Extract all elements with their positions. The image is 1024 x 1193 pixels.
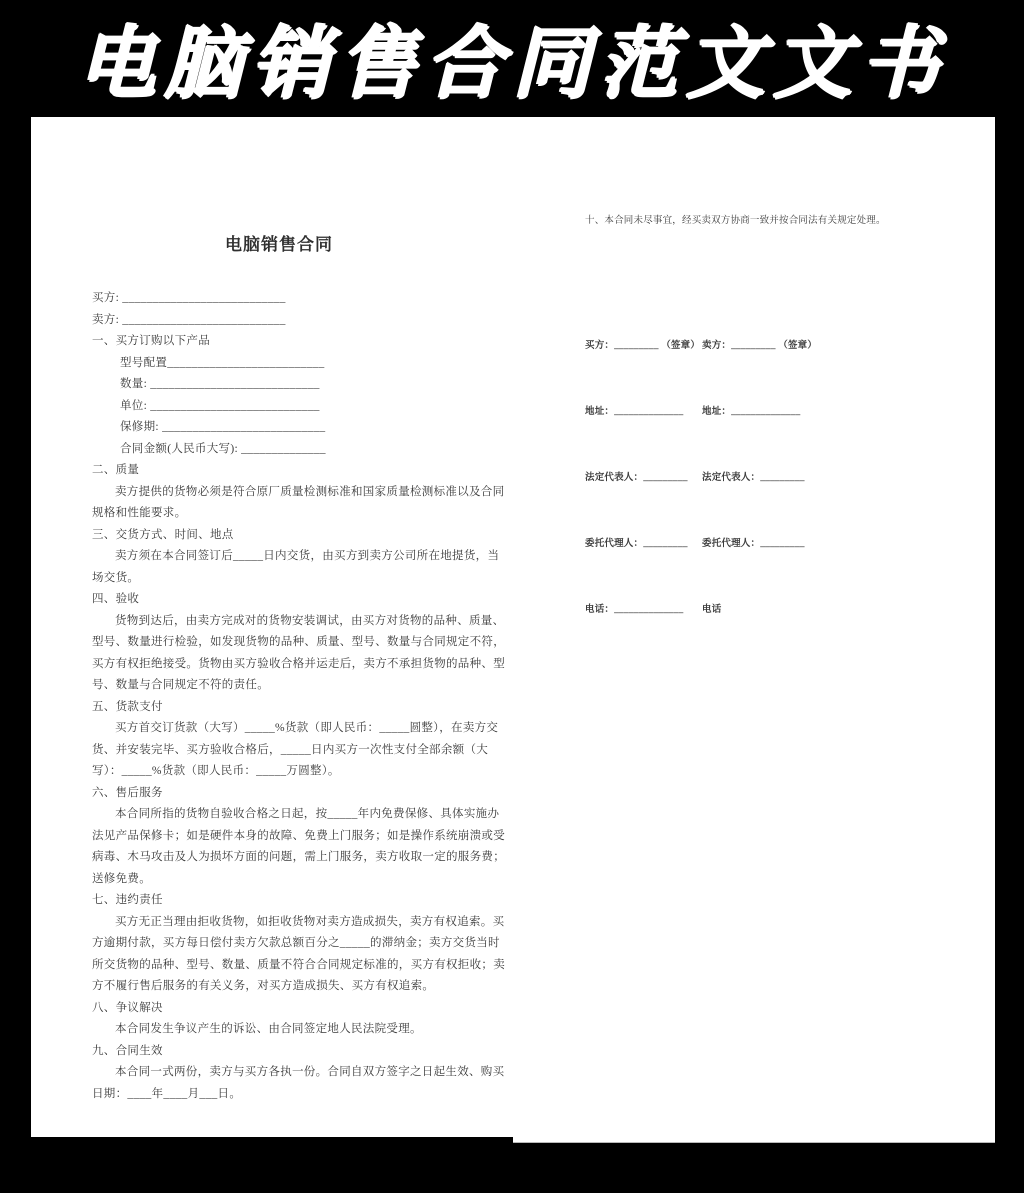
section-10-clause: 十、本合同未尽事宜，经买卖双方协商一致并按合同法有关规定处理。 <box>585 216 886 226</box>
seller-address-field: 地址：______________ <box>702 407 801 417</box>
section-4-paragraph: 货物到达后，由卖方完成对的货物安装调试，由买方对货物的品种、质量、型号、数量进行检验，如发现货物的品种、质量、型号、数量与合同规定不符，买方有权拒绝接受。货物由买方验收合格并运走后，卖方不承担货物的品种、型号、数量与合同规定不符的责任。 <box>92 614 505 691</box>
signature-row-seal <box>585 340 895 353</box>
field-quantity: 数量: ____________________________ <box>120 378 320 390</box>
contract-right-column <box>585 215 895 617</box>
field-buyer: 买方: ___________________________ <box>92 292 286 304</box>
section-5-paragraph: 买方首交订货款（大写）_____%货款（即人民币：_____圆整），在卖方交货、并安装完毕、买方验收合格后，_____日内买方一次性支付全部余额（大写）：_____%货款（即人民币：_____万圆整）。 <box>92 722 499 777</box>
contract-page <box>31 117 995 1137</box>
section-8-paragraph: 本合同发生争议产生的诉讼、由合同签定地人民法院受理。 <box>115 1023 422 1035</box>
section-1-heading: 一、买方订购以下产品 <box>92 335 210 347</box>
section-7-heading: 七、违约责任 <box>92 894 163 906</box>
field-unit: 单位: ____________________________ <box>120 399 320 412</box>
signature-row-legal-representative <box>585 472 895 485</box>
signature-row-phone <box>585 604 895 617</box>
section-3-paragraph: 卖方须在本合同签订后_____日内交货，由买方到卖方公司所在地提货，当场交货。 <box>92 550 500 584</box>
contract-title: 电脑销售合同 <box>225 235 333 254</box>
buyer-address-field: 地址：______________ <box>585 407 684 417</box>
field-contract-amount: 合同金额(人民币大写): ______________ <box>120 442 326 455</box>
section-7-paragraph: 买方无正当理由拒收货物，如拒收货物对卖方造成损失，卖方有权追索。买方逾期付款，买方每日偿付卖方欠款总额百分之_____的滞纳金；卖方交货当时所交货物的品种、型号、数量、质量不符合合同规定标准的，买方有权拒收；卖方不履行售后服务的有关义务，对买方造成损失、买方有权追索。 <box>92 915 505 992</box>
buyer-agent-field: 委托代理人：_________ <box>585 539 688 549</box>
buyer-legal-rep-field: 法定代表人：_________ <box>585 473 688 483</box>
seller-phone-field: 电话 <box>702 605 722 615</box>
banner-calligraphy-title: 电脑销售合同范文文书 <box>0 0 1024 117</box>
section-5-heading: 五、货款支付 <box>92 700 163 713</box>
signature-row-entrusted-agent <box>585 538 895 551</box>
contract-left-column <box>92 233 506 1105</box>
page-bottom-step <box>513 1137 995 1143</box>
section-6-heading: 六、售后服务 <box>92 786 163 799</box>
section-9-paragraph: 本合同一式两份，卖方与买方各执一份。合同自双方签字之日起生效、购买日期：____年____月___日。 <box>92 1066 505 1100</box>
section-4-heading: 四、验收 <box>92 593 140 605</box>
section-8-heading: 八、争议解决 <box>92 1001 163 1014</box>
seller-legal-rep-field: 法定代表人：_________ <box>702 473 805 483</box>
signature-row-address <box>585 406 895 419</box>
section-2-paragraph: 卖方提供的货物必须是符合原厂质量检测标准和国家质量检测标准以及合同规格和性能要求。 <box>92 485 505 519</box>
section-3-heading: 三、交货方式、时间、地点 <box>92 528 234 541</box>
seller-seal-field: 卖方：_________ （签章） <box>702 341 818 351</box>
field-warranty-period: 保修期: ___________________________ <box>120 421 326 433</box>
buyer-seal-field: 买方：_________ （签章） <box>585 341 701 351</box>
field-seller: 卖方: ___________________________ <box>92 313 286 326</box>
buyer-phone-field: 电话：______________ <box>585 605 684 615</box>
field-model-config: 型号配置__________________________ <box>120 356 325 369</box>
seller-agent-field: 委托代理人：_________ <box>702 539 805 549</box>
section-2-heading: 二、质量 <box>92 464 140 476</box>
section-6-paragraph: 本合同所指的货物自验收合格之日起，按_____年内免费保修、具体实施办法见产品保修卡；如是硬件本身的故障、免费上门服务；如是操作系统崩溃或受病毒、木马攻击及人为损坏方面的问题，需上门服务，卖方收取一定的服务费；送修免费。 <box>92 808 505 885</box>
section-9-heading: 九、合同生效 <box>92 1044 163 1057</box>
